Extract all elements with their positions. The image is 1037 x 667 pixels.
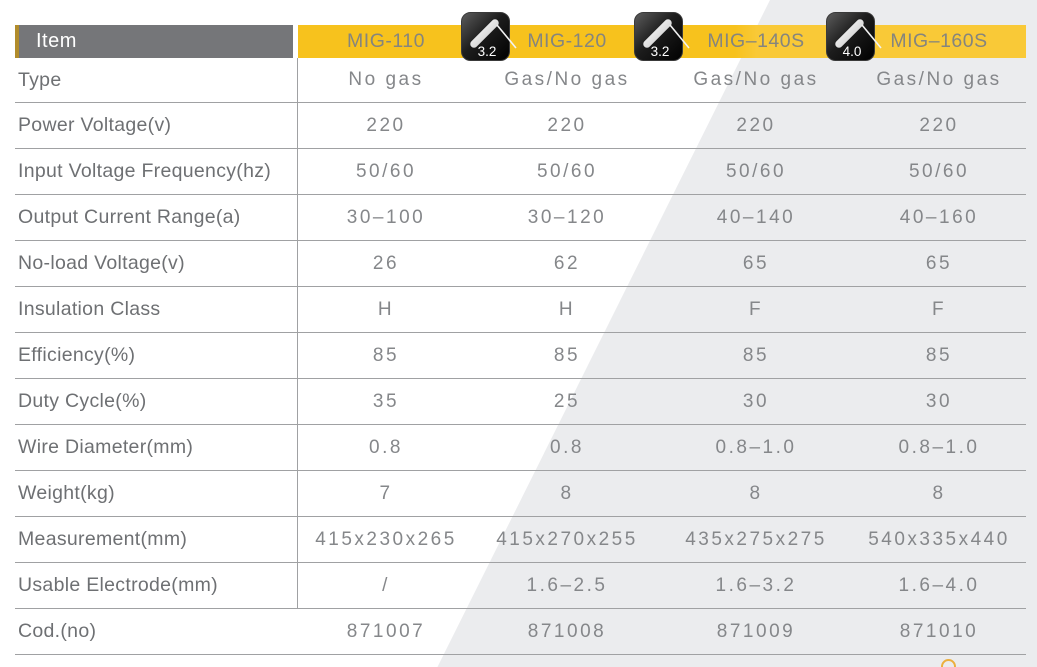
- cell-value: 85: [742, 344, 770, 366]
- table-row: [15, 58, 1026, 103]
- row-label: Duty Cycle(%): [15, 379, 298, 424]
- row-label: Type: [15, 58, 298, 102]
- cell-value: 40–140: [716, 206, 796, 228]
- cell-value: 50/60: [355, 160, 417, 182]
- wire-size-badge: [461, 12, 510, 61]
- cell-value: /: [382, 574, 390, 596]
- wire-size-badge: [826, 12, 875, 61]
- row-label: Power Voltage(v): [15, 103, 298, 148]
- specification-table: [15, 25, 1026, 655]
- cell-value: Gas/No gas: [876, 69, 1002, 90]
- cell-value: 415x230x265: [315, 528, 457, 550]
- table-row: [15, 149, 1026, 195]
- table-row: [15, 333, 1026, 379]
- row-label: Wire Diameter(mm): [15, 425, 298, 470]
- cell-value: 871009: [716, 620, 796, 642]
- cell-value: H: [377, 298, 395, 320]
- model-header-mig-110: MIG-110: [347, 30, 425, 52]
- model-header-mig-120: MIG-120: [527, 30, 607, 52]
- cell-value: 1.6–3.2: [715, 574, 797, 596]
- cell-value: 0.8: [369, 436, 403, 458]
- cell-value: 8: [560, 482, 574, 504]
- cell-value: 30: [742, 390, 770, 412]
- badge-value: 3.2: [650, 44, 670, 59]
- model-header-mig-160s: MIG–160S: [890, 30, 988, 52]
- cell-value: 8: [749, 482, 763, 504]
- model-header-mig-140s: MIG–140S: [707, 30, 805, 52]
- cell-value: 0.8: [550, 436, 584, 458]
- cell-value: 26: [372, 252, 400, 274]
- cell-value: Gas/No gas: [693, 69, 819, 90]
- cell-value: 65: [925, 252, 953, 274]
- badge-value: 3.2: [477, 44, 497, 59]
- cell-value: 871008: [527, 620, 607, 642]
- cell-value: 220: [919, 114, 959, 136]
- table-row: [15, 609, 1026, 655]
- welding-electrode-icon: [461, 12, 510, 61]
- item-header-cell: Item: [15, 25, 293, 58]
- cell-value: F: [748, 298, 764, 320]
- table-row: [15, 195, 1026, 241]
- cell-value: 220: [736, 114, 776, 136]
- row-label: Usable Electrode(mm): [15, 563, 298, 608]
- badge-value: 4.0: [842, 44, 862, 59]
- decorative-circle: [941, 659, 956, 667]
- cell-value: 0.8–1.0: [715, 436, 797, 458]
- cell-value: 25: [553, 390, 581, 412]
- cell-value: 50/60: [908, 160, 970, 182]
- row-label: Weight(kg): [15, 471, 298, 516]
- row-label: Output Current Range(a): [15, 195, 298, 240]
- cell-value: 871007: [346, 620, 426, 642]
- row-label: Measurement(mm): [15, 517, 298, 562]
- cell-value: 8: [932, 482, 946, 504]
- cell-value: 85: [553, 344, 581, 366]
- cell-value: Gas/No gas: [504, 69, 630, 90]
- cell-value: 435x275x275: [685, 528, 827, 550]
- cell-value: 0.8–1.0: [898, 436, 980, 458]
- table-row: [15, 287, 1026, 333]
- cell-value: H: [558, 298, 576, 320]
- cell-value: 1.6–2.5: [526, 574, 608, 596]
- row-label: Efficiency(%): [15, 333, 298, 378]
- welding-electrode-icon: [826, 12, 875, 61]
- table-row: [15, 379, 1026, 425]
- cell-value: 7: [379, 482, 393, 504]
- table-row: [15, 563, 1026, 609]
- cell-value: 1.6–4.0: [898, 574, 980, 596]
- table-row: [15, 103, 1026, 149]
- cell-value: F: [931, 298, 947, 320]
- cell-value: No gas: [348, 69, 424, 90]
- cell-value: 35: [372, 390, 400, 412]
- welding-electrode-icon: [634, 12, 683, 61]
- cell-value: 30–120: [527, 206, 607, 228]
- row-label: Cod.(no): [18, 620, 97, 642]
- wire-size-badge: [634, 12, 683, 61]
- cell-value: 30: [925, 390, 953, 412]
- cell-value: 50/60: [725, 160, 787, 182]
- cell-value: 85: [372, 344, 400, 366]
- cell-value: 65: [742, 252, 770, 274]
- cell-value: 540x335x440: [868, 528, 1010, 550]
- cell-value: 85: [925, 344, 953, 366]
- cell-value: 30–100: [346, 206, 426, 228]
- cell-value: 871010: [899, 620, 979, 642]
- table-row: [15, 471, 1026, 517]
- table-row: [15, 517, 1026, 563]
- cell-value: 220: [547, 114, 587, 136]
- cell-value: 40–160: [899, 206, 979, 228]
- row-label: No-load Voltage(v): [15, 241, 298, 286]
- cell-value: 220: [366, 114, 406, 136]
- cell-value: 415x270x255: [496, 528, 638, 550]
- cell-value: 62: [553, 252, 581, 274]
- row-label: Input Voltage Frequency(hz): [15, 149, 298, 194]
- cell-value: 50/60: [536, 160, 598, 182]
- row-label: Insulation Class: [15, 287, 298, 332]
- table-row: [15, 425, 1026, 471]
- table-row: [15, 241, 1026, 287]
